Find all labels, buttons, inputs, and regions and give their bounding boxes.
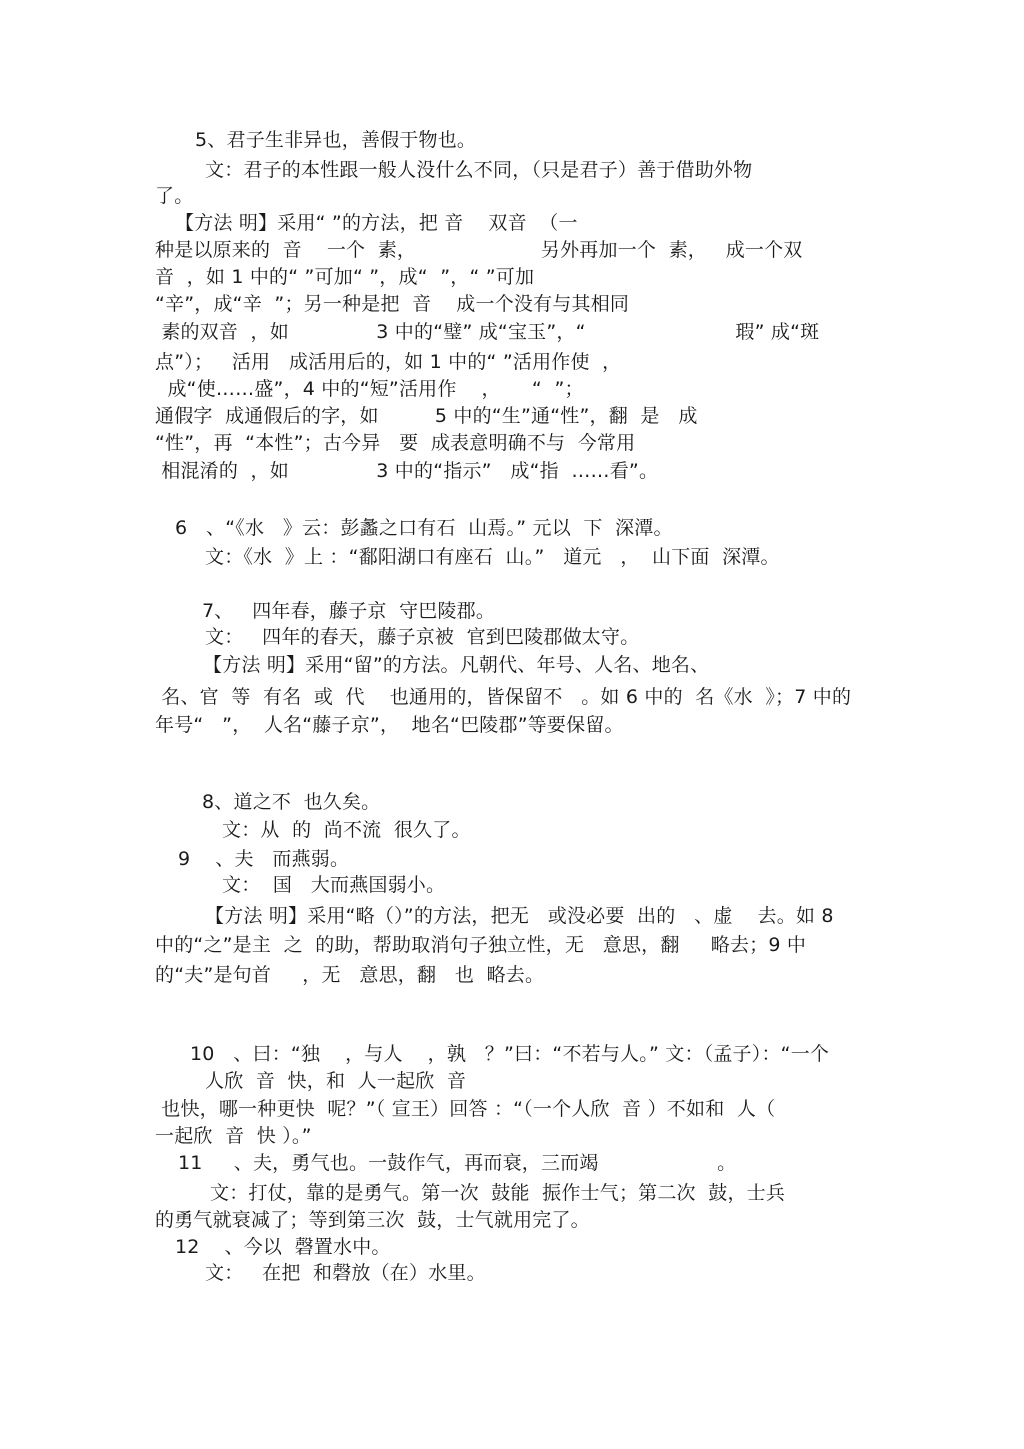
text-line: 文：从 的 尚不流 很久了。 bbox=[222, 819, 471, 841]
text-line: 文： 在把 和磬放（在）水里。 bbox=[205, 1262, 486, 1284]
text-line: 一起欣 音 快 ）。” bbox=[155, 1125, 312, 1147]
text-line: 音 ，如 1 中的“ ”可加“ ”，成“ ”，“ ”可加 bbox=[155, 266, 535, 288]
text-line: 文： 四年的春天，藤子京被 官到巴陵郡做太守。 bbox=[205, 626, 640, 648]
text-line: 了。 bbox=[155, 185, 194, 207]
text-line: 6 、“《水 》云：彭蠡之口有石 山焉。” 元以 下 深潭。 bbox=[175, 517, 673, 539]
text-line: 11 、夫，勇气也。一鼓作气，再而衰，三而竭 。 bbox=[178, 1152, 737, 1174]
text-line: 10 、曰：“独 ，与人 ，孰 ？”曰：“不若与人。” 文：（孟子）：“一个 bbox=[190, 1043, 830, 1065]
text-line: 种是以原来的 音 一个 素， 另外再加一个 素， 成一个双 bbox=[155, 239, 803, 261]
text-line: 文： 国 大而燕国弱小。 bbox=[222, 874, 446, 896]
text-line: 8、道之不 也久矣。 bbox=[202, 791, 381, 813]
text-line: 文：君子的本性跟一般人没什么不同，（只是君子）善于借助外物 bbox=[205, 159, 753, 181]
text-line: 中的“之”是主 之 的助，帮助取消句子独立性，无 意思，翻 略去；9 中 bbox=[155, 934, 807, 956]
text-line: “性”，再 “本性”；古今异 要 成表意明确不与 今常用 bbox=[155, 432, 636, 454]
text-line: 的“夫”是句首 ，无 意思，翻 也 略去。 bbox=[155, 964, 545, 986]
text-line: 9 、夫 而燕弱。 bbox=[178, 848, 350, 870]
text-line: 也快，哪一种更快 呢？”（ 宣王）回答 ：“（一个人欣 音 ）不如和 人（ bbox=[155, 1098, 776, 1120]
text-line: 【方法 明】采用“略（）”的方法，把无 或没必要 出的 、虚 去。如 8 bbox=[205, 905, 834, 927]
text-line: 人欣 音 快，和 人一起欣 音 bbox=[205, 1070, 467, 1092]
text-line: 5、君子生非异也，善假于物也。 bbox=[195, 129, 477, 151]
text-line: 点”）； 活用 成活用后的，如 1 中的“ ”活用作使 ， bbox=[155, 351, 622, 373]
text-line: 【方法 明】采用“ ”的方法，把 音 双音 （一 bbox=[175, 212, 578, 234]
text-line: 素的双音 ，如 3 中的“璧” 成“宝玉”，“ 瑕” 成“斑 bbox=[155, 321, 820, 343]
text-line: 7、 四年春，藤子京 守巴陵郡。 bbox=[202, 600, 496, 622]
text-line: 相混淆的 ，如 3 中的“指示” 成“指 ……看”。 bbox=[155, 460, 659, 482]
text-line: 名、官 等 有名 或 代 也通用的，皆保留不 。如 6 中的 名《水 》；7 中的 bbox=[155, 686, 852, 708]
text-line: 成“使……盛”，4 中的“短”活用作 ， “ ”； bbox=[155, 378, 584, 400]
text-line: 文：打仗，靠的是勇气。第一次 鼓能 振作士气；第二次 鼓，士兵 bbox=[210, 1182, 786, 1204]
text-line: 通假字 成通假后的字，如 5 中的“生”通“性”，翻 是 成 bbox=[155, 405, 698, 427]
text-line: 【方法 明】采用“留”的方法。凡朝代、年号、人名、地名、 bbox=[203, 654, 710, 676]
text-line: “辛”，成“辛 ”；另一种是把 音 成一个没有与其相同 bbox=[155, 293, 630, 315]
text-line: 的勇气就衰减了；等到第三次 鼓，士气就用完了。 bbox=[155, 1209, 590, 1231]
text-line: 12 、今以 磬置水中。 bbox=[175, 1236, 391, 1258]
text-line: 年号“ ”， 人名“藤子京”， 地名“巴陵郡”等要保留。 bbox=[155, 714, 624, 736]
text-line: 文：《水 》上 ：“鄱阳湖口有座石 山。” 道元 ， 山下面 深潭。 bbox=[205, 546, 780, 568]
